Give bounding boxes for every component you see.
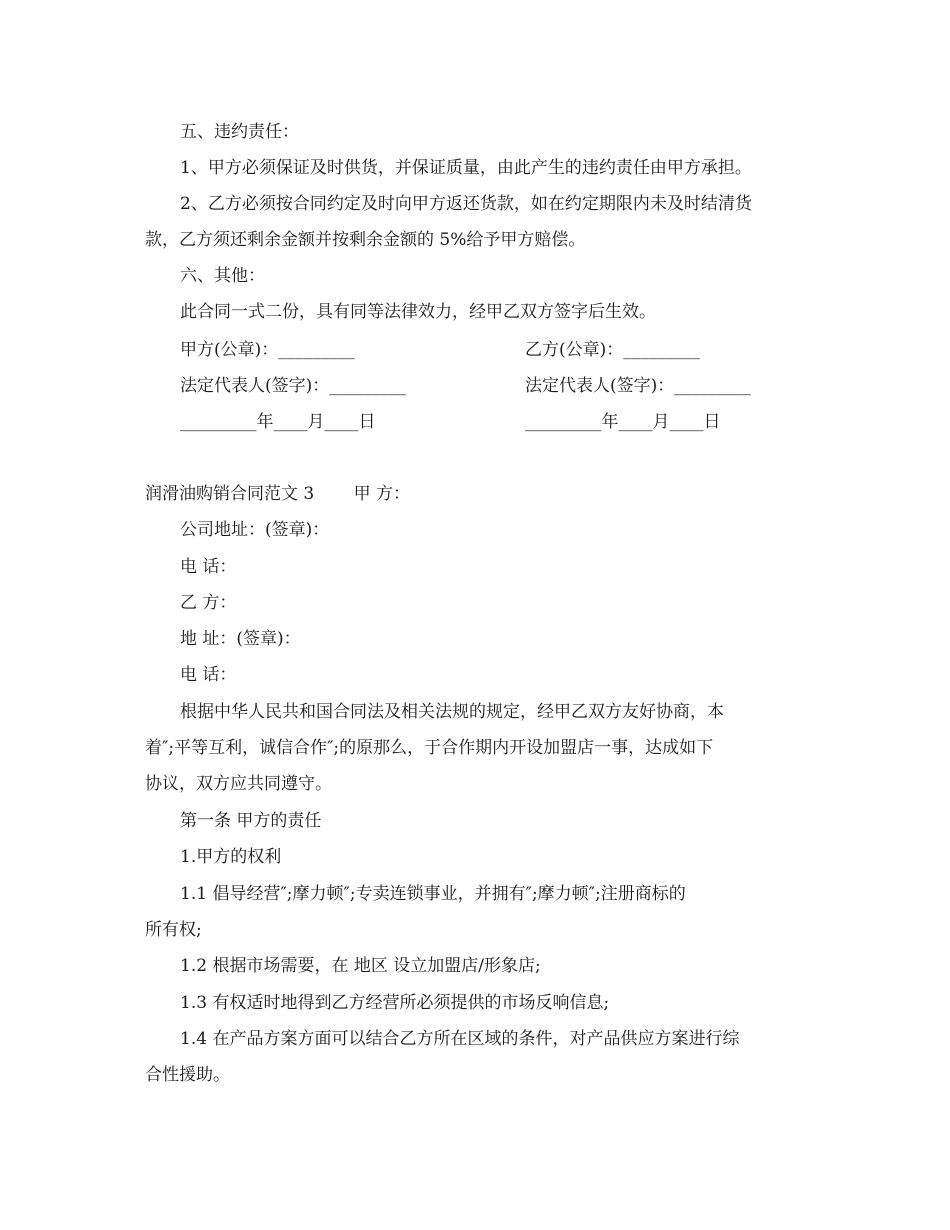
party-a-date: _________年____月____日 bbox=[180, 412, 376, 432]
phone-a: 电 话： bbox=[180, 557, 237, 577]
party-b-date: _________年____月____日 bbox=[525, 412, 721, 432]
party-a-seal: 甲方(公章)：_________ bbox=[180, 340, 355, 360]
right-1-4-line1: 1.4 在产品方案方面可以结合乙方所在区域的条件，对产品供应方案进行综 bbox=[180, 1029, 740, 1049]
intro-line1: 根据中华人民共和国合同法及相关法规的规定，经甲乙双方友好协商，本 bbox=[180, 702, 724, 722]
section5-item1: 1、甲方必须保证及时供货，并保证质量，由此产生的违约责任由甲方承担。 bbox=[180, 158, 752, 178]
intro-line3: 协议，双方应共同遵守。 bbox=[145, 774, 332, 794]
article1-heading: 第一条 甲方的责任 bbox=[180, 811, 322, 831]
address-b: 地 址：(签章)： bbox=[180, 629, 301, 649]
party-b: 乙 方： bbox=[180, 593, 237, 613]
right-1-3: 1.3 有权适时地得到乙方经营所必须提供的市场反响信息; bbox=[180, 993, 610, 1013]
right-1-1-line2: 所有权; bbox=[145, 920, 202, 940]
intro-line2: 着″;平等互利，诚信合作″;的原那么，于合作期内开设加盟店一事，达成如下 bbox=[145, 738, 714, 758]
right-1-1-line1: 1.1 倡导经营″;摩力顿″;专卖连锁事业，并拥有″;摩力顿″;注册商标的 bbox=[180, 884, 686, 904]
section6-text: 此合同一式二份，具有同等法律效力，经甲乙双方签字后生效。 bbox=[180, 302, 656, 322]
section5-item2-line1: 2、乙方必须按合同约定及时向甲方返还货款，如在约定期限内未及时结清货 bbox=[180, 194, 752, 214]
party-b-seal: 乙方(公章)：_________ bbox=[525, 340, 700, 360]
phone-b: 电 话： bbox=[180, 665, 237, 685]
section5-heading: 五、违约责任： bbox=[180, 122, 299, 142]
right-1-4-line2: 合性援助。 bbox=[145, 1065, 230, 1085]
party-b-rep: 法定代表人(签字)：_________ bbox=[525, 376, 751, 396]
right-1-2: 1.2 根据市场需要，在 地区 设立加盟店/形象店; bbox=[180, 956, 541, 976]
contract3-title: 润滑油购销合同范文 3 甲 方： bbox=[145, 484, 411, 504]
company-address: 公司地址：(签章)： bbox=[180, 520, 330, 540]
section5-item2-line2: 款，乙方须还剩余金额并按剩余金额的 5%给予甲方赔偿。 bbox=[145, 230, 586, 250]
rights-heading: 1.甲方的权利 bbox=[180, 847, 282, 867]
section6-heading: 六、其他： bbox=[180, 266, 265, 286]
party-a-rep: 法定代表人(签字)：_________ bbox=[180, 376, 406, 396]
